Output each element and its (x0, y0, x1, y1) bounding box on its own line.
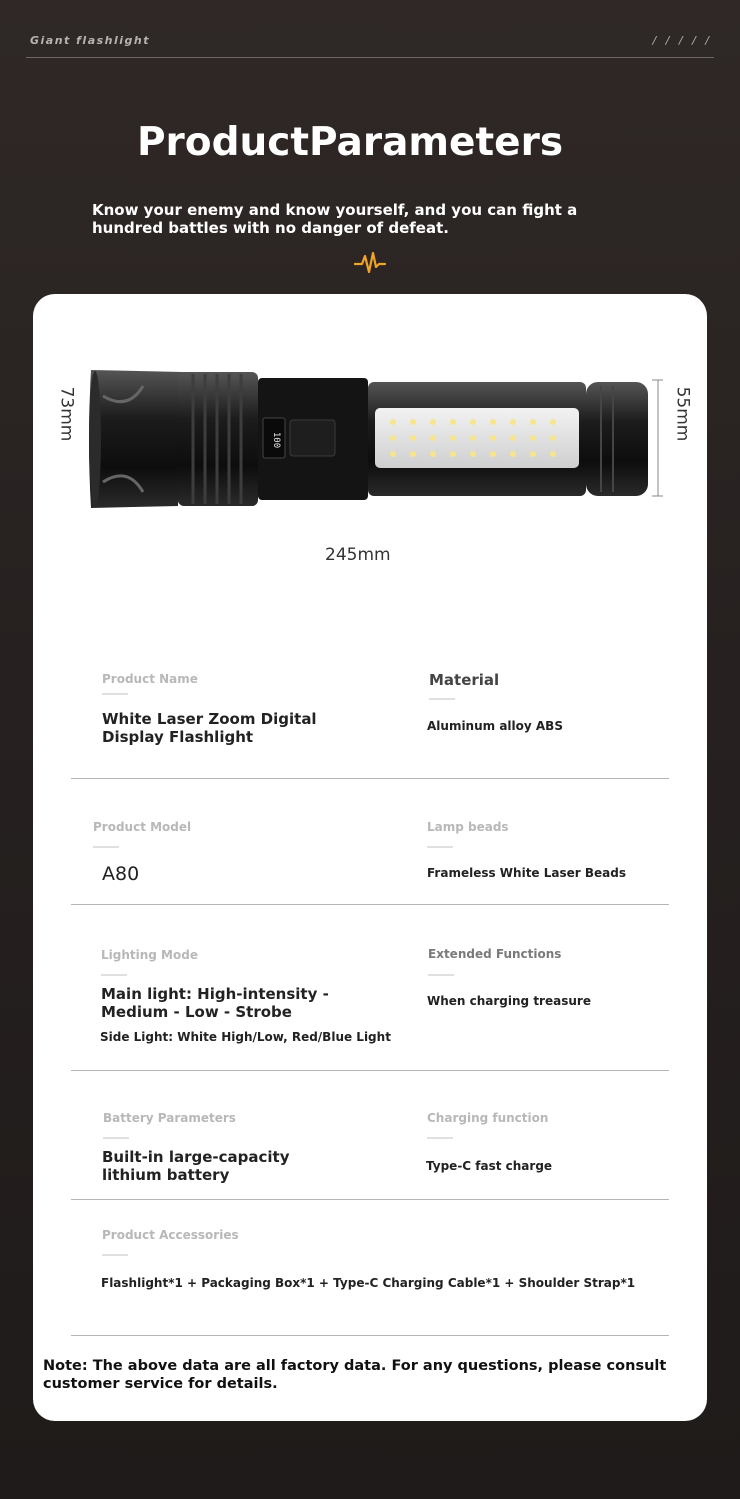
lamp-beads-value: Frameless White Laser Beads (427, 866, 626, 880)
page-title: ProductParameters (136, 120, 564, 165)
product-name-value: White Laser Zoom Digital Display Flashlight (102, 710, 317, 746)
footer-note: Note: The above data are all factory data. For any questions, please consult customer service for details. (43, 1358, 667, 1392)
subtitle: Know your enemy and know yourself, and you can fight a hundred battles with no danger of defeat. (92, 201, 578, 237)
dimension-length: 245mm (325, 545, 391, 565)
battery-value: Built-in large-capacity lithium battery (102, 1148, 290, 1184)
dimension-tail: 55mm (672, 386, 693, 442)
lighting-mode-side: Side Light: White High/Low, Red/Blue Light (100, 1030, 391, 1044)
row-divider (71, 1335, 669, 1336)
label-tick (428, 974, 454, 976)
lamp-beads-label: Lamp beads (427, 820, 509, 834)
header-divider (26, 57, 714, 58)
charging-label: Charging function (427, 1111, 549, 1125)
product-model-label: Product Model (93, 820, 192, 834)
dimension-head: 73mm (56, 386, 77, 442)
lighting-mode-main: Main light: High-intensity - Medium - Low - Strobe (101, 985, 329, 1021)
material-value: Aluminum alloy ABS (427, 719, 563, 733)
product-model-value: A80 (102, 863, 140, 885)
flashlight-image (83, 356, 663, 516)
label-tick (93, 846, 119, 848)
battery-label: Battery Parameters (103, 1111, 236, 1125)
label-tick (429, 698, 455, 700)
row-divider (71, 1070, 669, 1071)
material-label: Material (429, 671, 500, 689)
parameters-card (33, 294, 707, 1421)
extended-functions-value: When charging treasure (427, 994, 591, 1008)
label-tick (103, 1137, 129, 1139)
charging-value: Type-C fast charge (426, 1159, 553, 1173)
pulse-icon (354, 250, 386, 276)
row-divider (71, 904, 669, 905)
header-decoration: / / / / / (652, 34, 712, 47)
label-tick (101, 974, 127, 976)
brand-label: Giant flashlight (30, 34, 151, 47)
lighting-mode-label: Lighting Mode (101, 948, 198, 962)
label-tick (427, 1137, 453, 1139)
display-reading: 100 (271, 431, 281, 449)
accessories-label: Product Accessories (102, 1228, 239, 1242)
label-tick (102, 1254, 128, 1256)
row-divider (71, 1199, 669, 1200)
product-name-label: Product Name (102, 672, 198, 686)
label-tick (102, 693, 128, 695)
row-divider (71, 778, 669, 779)
accessories-value: Flashlight*1 + Packaging Box*1 + Type-C Charging Cable*1 + Shoulder Strap*1 (101, 1276, 636, 1290)
label-tick (427, 846, 453, 848)
extended-functions-label: Extended Functions (428, 947, 562, 961)
